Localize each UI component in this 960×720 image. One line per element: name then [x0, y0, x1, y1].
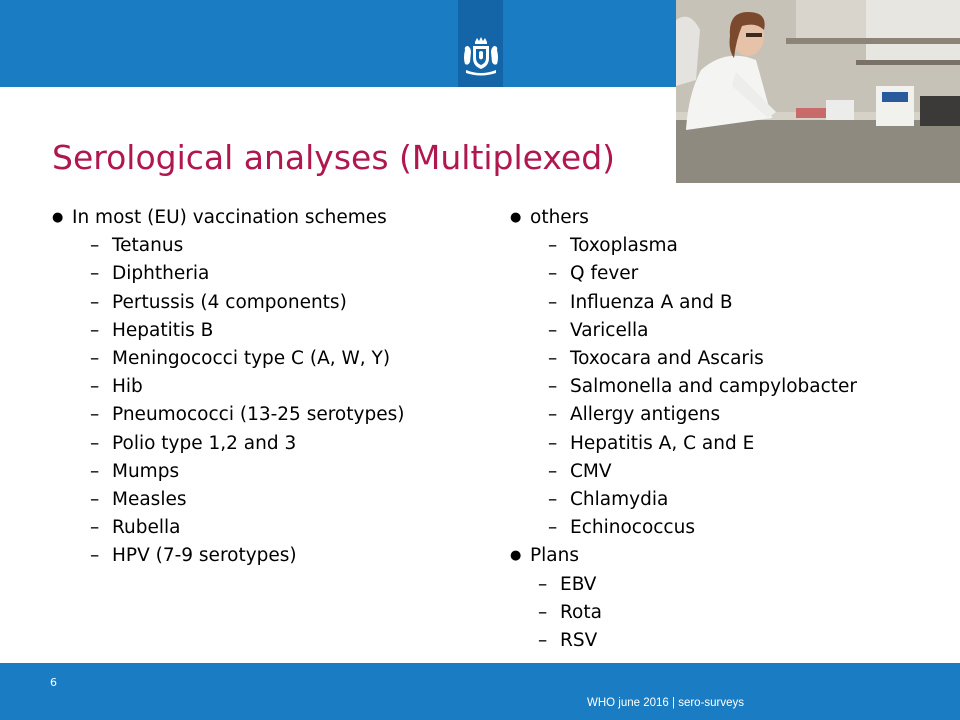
list-item-text: Hepatitis A, C and E: [570, 432, 755, 454]
list-item: – EBV: [538, 573, 597, 595]
list-item: – Allergy antigens: [548, 404, 721, 426]
list-item: – Hib: [90, 376, 143, 398]
footer-text: WHO june 2016 | sero-surveys: [587, 697, 745, 709]
list-item: – HPV (7-9 serotypes): [90, 545, 297, 567]
list-item-text: Hepatitis B: [112, 319, 214, 341]
list-item-text: Meningococci type C (A, W, Y): [112, 348, 391, 370]
list-item: – Salmonella and campylobacter: [548, 376, 858, 398]
list-item-text: Chlamydia: [570, 489, 669, 511]
list-item: – RSV: [538, 630, 598, 652]
list-item: – CMV: [548, 460, 612, 482]
page-number: 6: [50, 676, 57, 689]
list-item-text: Toxoplasma: [570, 235, 678, 257]
list-item-text: Rota: [560, 601, 602, 623]
list-heading: [510, 542, 857, 570]
list-item-text: Diphtheria: [112, 263, 210, 285]
laboratory-photo: [676, 0, 960, 183]
list-item: – Mumps: [90, 460, 180, 482]
slide-title: Serological analyses (Multiplexed): [52, 138, 616, 177]
list-item: – Rubella: [90, 517, 181, 539]
list-item-text: Toxocara and Ascaris: [570, 348, 764, 370]
list-item-text: Allergy antigens: [570, 404, 721, 426]
list-item-text: Pneumococci (13-25 serotypes): [112, 404, 405, 426]
others-list: [510, 232, 857, 542]
list-heading: [510, 204, 857, 232]
list-item-text: EBV: [560, 573, 597, 595]
list-heading-text: In most (EU) vaccination schemes: [72, 207, 387, 228]
left-column: [52, 204, 404, 571]
list-item: – Pertussis (4 components): [90, 291, 347, 313]
list-item-text: Mumps: [112, 460, 180, 482]
list-item: – Meningococci type C (A, W, Y): [90, 348, 391, 370]
plans-list: [510, 571, 857, 656]
list-item-text: Hib: [112, 376, 143, 398]
list-item: – Chlamydia: [548, 489, 669, 511]
list-item: – Varicella: [548, 319, 649, 341]
list-heading: [52, 204, 404, 232]
list-heading-text: others: [530, 207, 589, 228]
list-item-text: Salmonella and campylobacter: [570, 376, 858, 398]
list-item-text: Echinococcus: [570, 517, 695, 539]
list-item: – Pneumococci (13-25 serotypes): [90, 404, 405, 426]
list-item: – Toxoplasma: [548, 235, 678, 257]
footer-band: [0, 663, 960, 720]
bullet-icon: ●: [510, 210, 522, 225]
list-item: – Toxocara and Ascaris: [548, 348, 764, 370]
list-item: – Echinococcus: [548, 517, 695, 539]
right-column: [510, 204, 857, 655]
list-item: – Measles: [90, 489, 187, 511]
list-item-text: Rubella: [112, 517, 181, 539]
vaccine-list: [52, 232, 404, 570]
logo-box: [458, 0, 503, 87]
list-item: – Polio type 1,2 and 3: [90, 432, 297, 454]
list-item: – Influenza A and B: [548, 291, 733, 313]
list-item: – Hepatitis A, C and E: [548, 432, 755, 454]
list-item-text: RSV: [560, 630, 598, 652]
list-item-text: Measles: [112, 489, 187, 511]
list-item: – Hepatitis B: [90, 319, 214, 341]
list-heading-text: Plans: [530, 545, 579, 567]
list-item: – Tetanus: [90, 235, 184, 257]
bullet-icon: ●: [510, 548, 522, 564]
list-item: – Rota: [538, 601, 602, 623]
bullet-icon: ●: [52, 210, 64, 225]
list-item-text: HPV (7-9 serotypes): [112, 545, 297, 567]
list-item-text: Q fever: [570, 263, 639, 285]
list-item-text: Tetanus: [112, 235, 184, 257]
list-item-text: Influenza A and B: [570, 291, 733, 313]
list-item-text: Pertussis (4 components): [112, 291, 347, 313]
list-item: – Q fever: [548, 263, 639, 285]
list-item-text: CMV: [570, 460, 612, 482]
dutch-coat-of-arms-icon: [462, 36, 500, 78]
list-item-text: Varicella: [570, 319, 649, 341]
list-item: – Diphtheria: [90, 263, 210, 285]
list-item-text: Polio type 1,2 and 3: [112, 432, 297, 454]
